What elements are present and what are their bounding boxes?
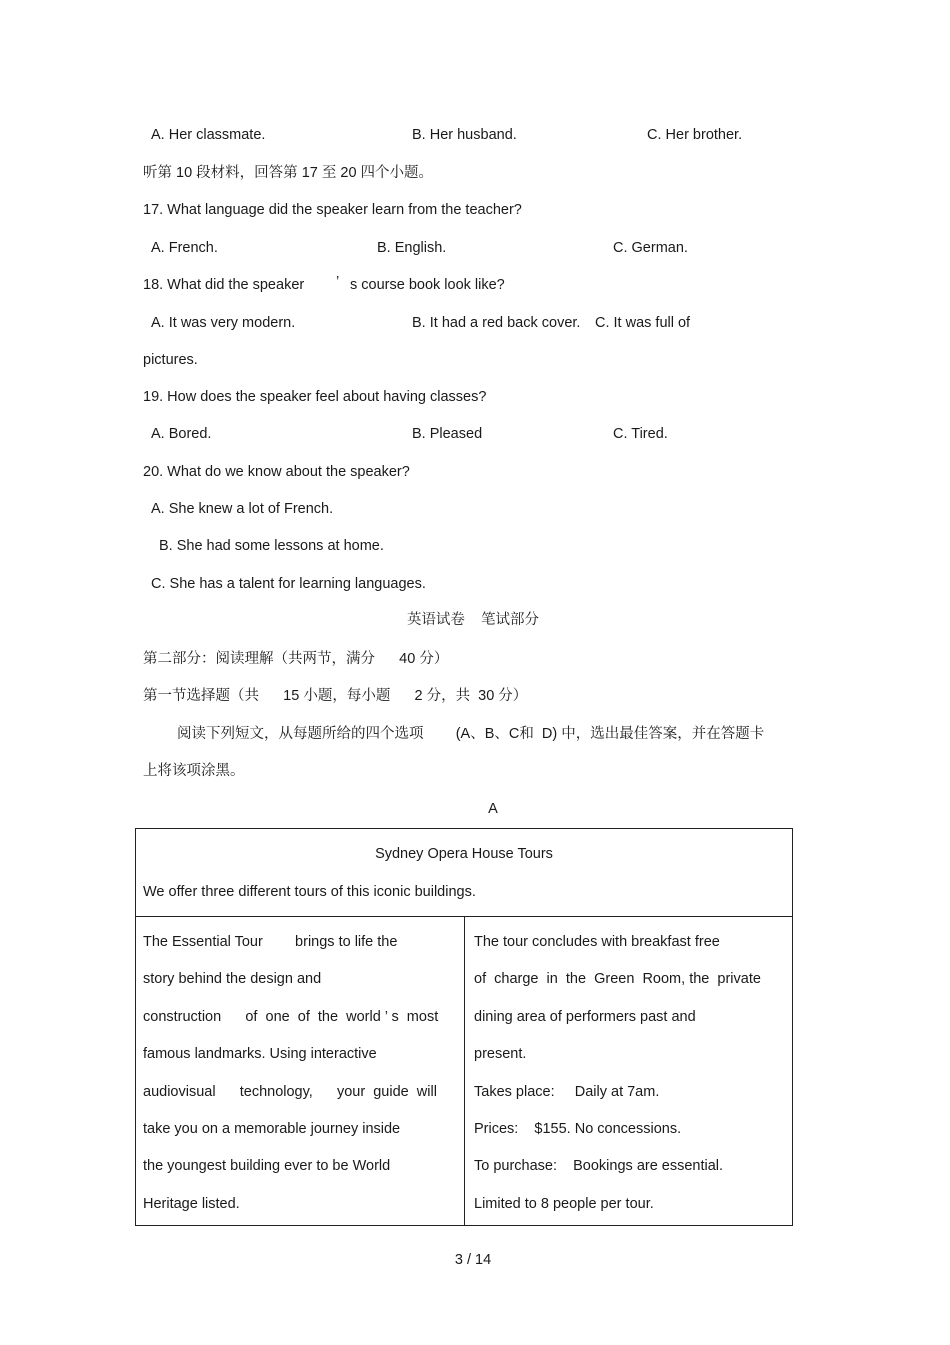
q19-option-b: B. Pleased xyxy=(412,426,483,442)
left-cell-line: take you on a memorable journey inside xyxy=(143,1121,401,1137)
q20-option-c: C. She has a talent for learning languages. xyxy=(151,576,426,592)
left-cell-line: story behind the design and xyxy=(143,971,322,987)
table-intro: We offer three different tours of this iconic buildings. xyxy=(143,884,476,900)
right-cell-line: Prices: $155. No concessions. xyxy=(474,1121,682,1137)
left-cell-line: Heritage listed. xyxy=(143,1196,240,1212)
q17-option-a: A. French. xyxy=(151,240,218,256)
left-cell-line: construction of one of the world ’ s most xyxy=(143,1009,439,1025)
tour-info-table xyxy=(135,828,793,1226)
q16-option-c: C. Her brother. xyxy=(647,127,743,143)
left-cell-line: the youngest building ever to be World xyxy=(143,1158,391,1174)
section10-instruction: 听第 10 段材料，回答第 17 至 20 四个小题。 xyxy=(143,165,434,181)
q18-option-c-continuation: pictures. xyxy=(143,352,198,368)
q16-option-a: A. Her classmate. xyxy=(151,127,266,143)
q18-question-part1: 18. What did the speaker xyxy=(143,277,305,293)
q16-option-b: B. Her husband. xyxy=(412,127,517,143)
q18-option-a: A. It was very modern. xyxy=(151,315,296,331)
page-number: 3 / 14 xyxy=(454,1252,492,1268)
left-cell-line: famous landmarks. Using interactive xyxy=(143,1046,377,1062)
q20-option-b: B. She had some lessons at home. xyxy=(159,538,384,554)
q17-option-c: C. German. xyxy=(613,240,688,256)
q19-option-a: A. Bored. xyxy=(151,426,212,442)
q18-option-c: C. It was full of xyxy=(595,315,691,331)
left-cell-line: audiovisual technology, your guide will xyxy=(143,1084,437,1100)
q20-option-a: A. She knew a lot of French. xyxy=(151,501,334,517)
q20-question: 20. What do we know about the speaker? xyxy=(143,464,410,480)
right-cell-line: Takes place: Daily at 7am. xyxy=(474,1084,660,1100)
q17-option-b: B. English. xyxy=(377,240,447,256)
q18-apostrophe: ’ xyxy=(336,274,340,290)
q18-option-b: B. It had a red back cover. xyxy=(412,315,581,331)
section1-heading: 第一节选择题（共 15 小题，每小题 2 分，共 30 分） xyxy=(143,688,528,704)
right-cell-line: of charge in the Green Room, the private xyxy=(474,971,761,987)
q18-question-part2: s course book look like? xyxy=(350,277,505,293)
left-cell-line: The Essential Tour brings to life the xyxy=(143,934,398,950)
right-cell-line: Limited to 8 people per tour. xyxy=(474,1196,654,1212)
right-cell-line: To purchase: Bookings are essential. xyxy=(474,1158,724,1174)
q19-option-c: C. Tired. xyxy=(613,426,668,442)
right-cell-line: The tour concludes with breakfast free xyxy=(474,934,720,950)
reading-instruction-line1: 阅读下列短文，从每题所给的四个选项 (A、B、C和 D) 中，选出最佳答案，并在答题卡 xyxy=(177,726,765,742)
q17-question: 17. What language did the speaker learn from the teacher? xyxy=(143,202,522,218)
table-divider-vertical xyxy=(464,916,465,1225)
q19-question: 19. How does the speaker feel about having classes? xyxy=(143,389,487,405)
reading-instruction-line2: 上将该项涂黑。 xyxy=(143,763,245,779)
right-cell-line: present. xyxy=(474,1046,527,1062)
passage-label: A xyxy=(488,801,498,817)
right-cell-line: dining area of performers past and xyxy=(474,1009,696,1025)
table-title: Sydney Opera House Tours xyxy=(375,846,553,862)
written-section-title: 英语试卷 笔试部分 xyxy=(406,612,540,628)
part2-heading: 第二部分：阅读理解（共两节，满分 40 分） xyxy=(143,651,449,667)
